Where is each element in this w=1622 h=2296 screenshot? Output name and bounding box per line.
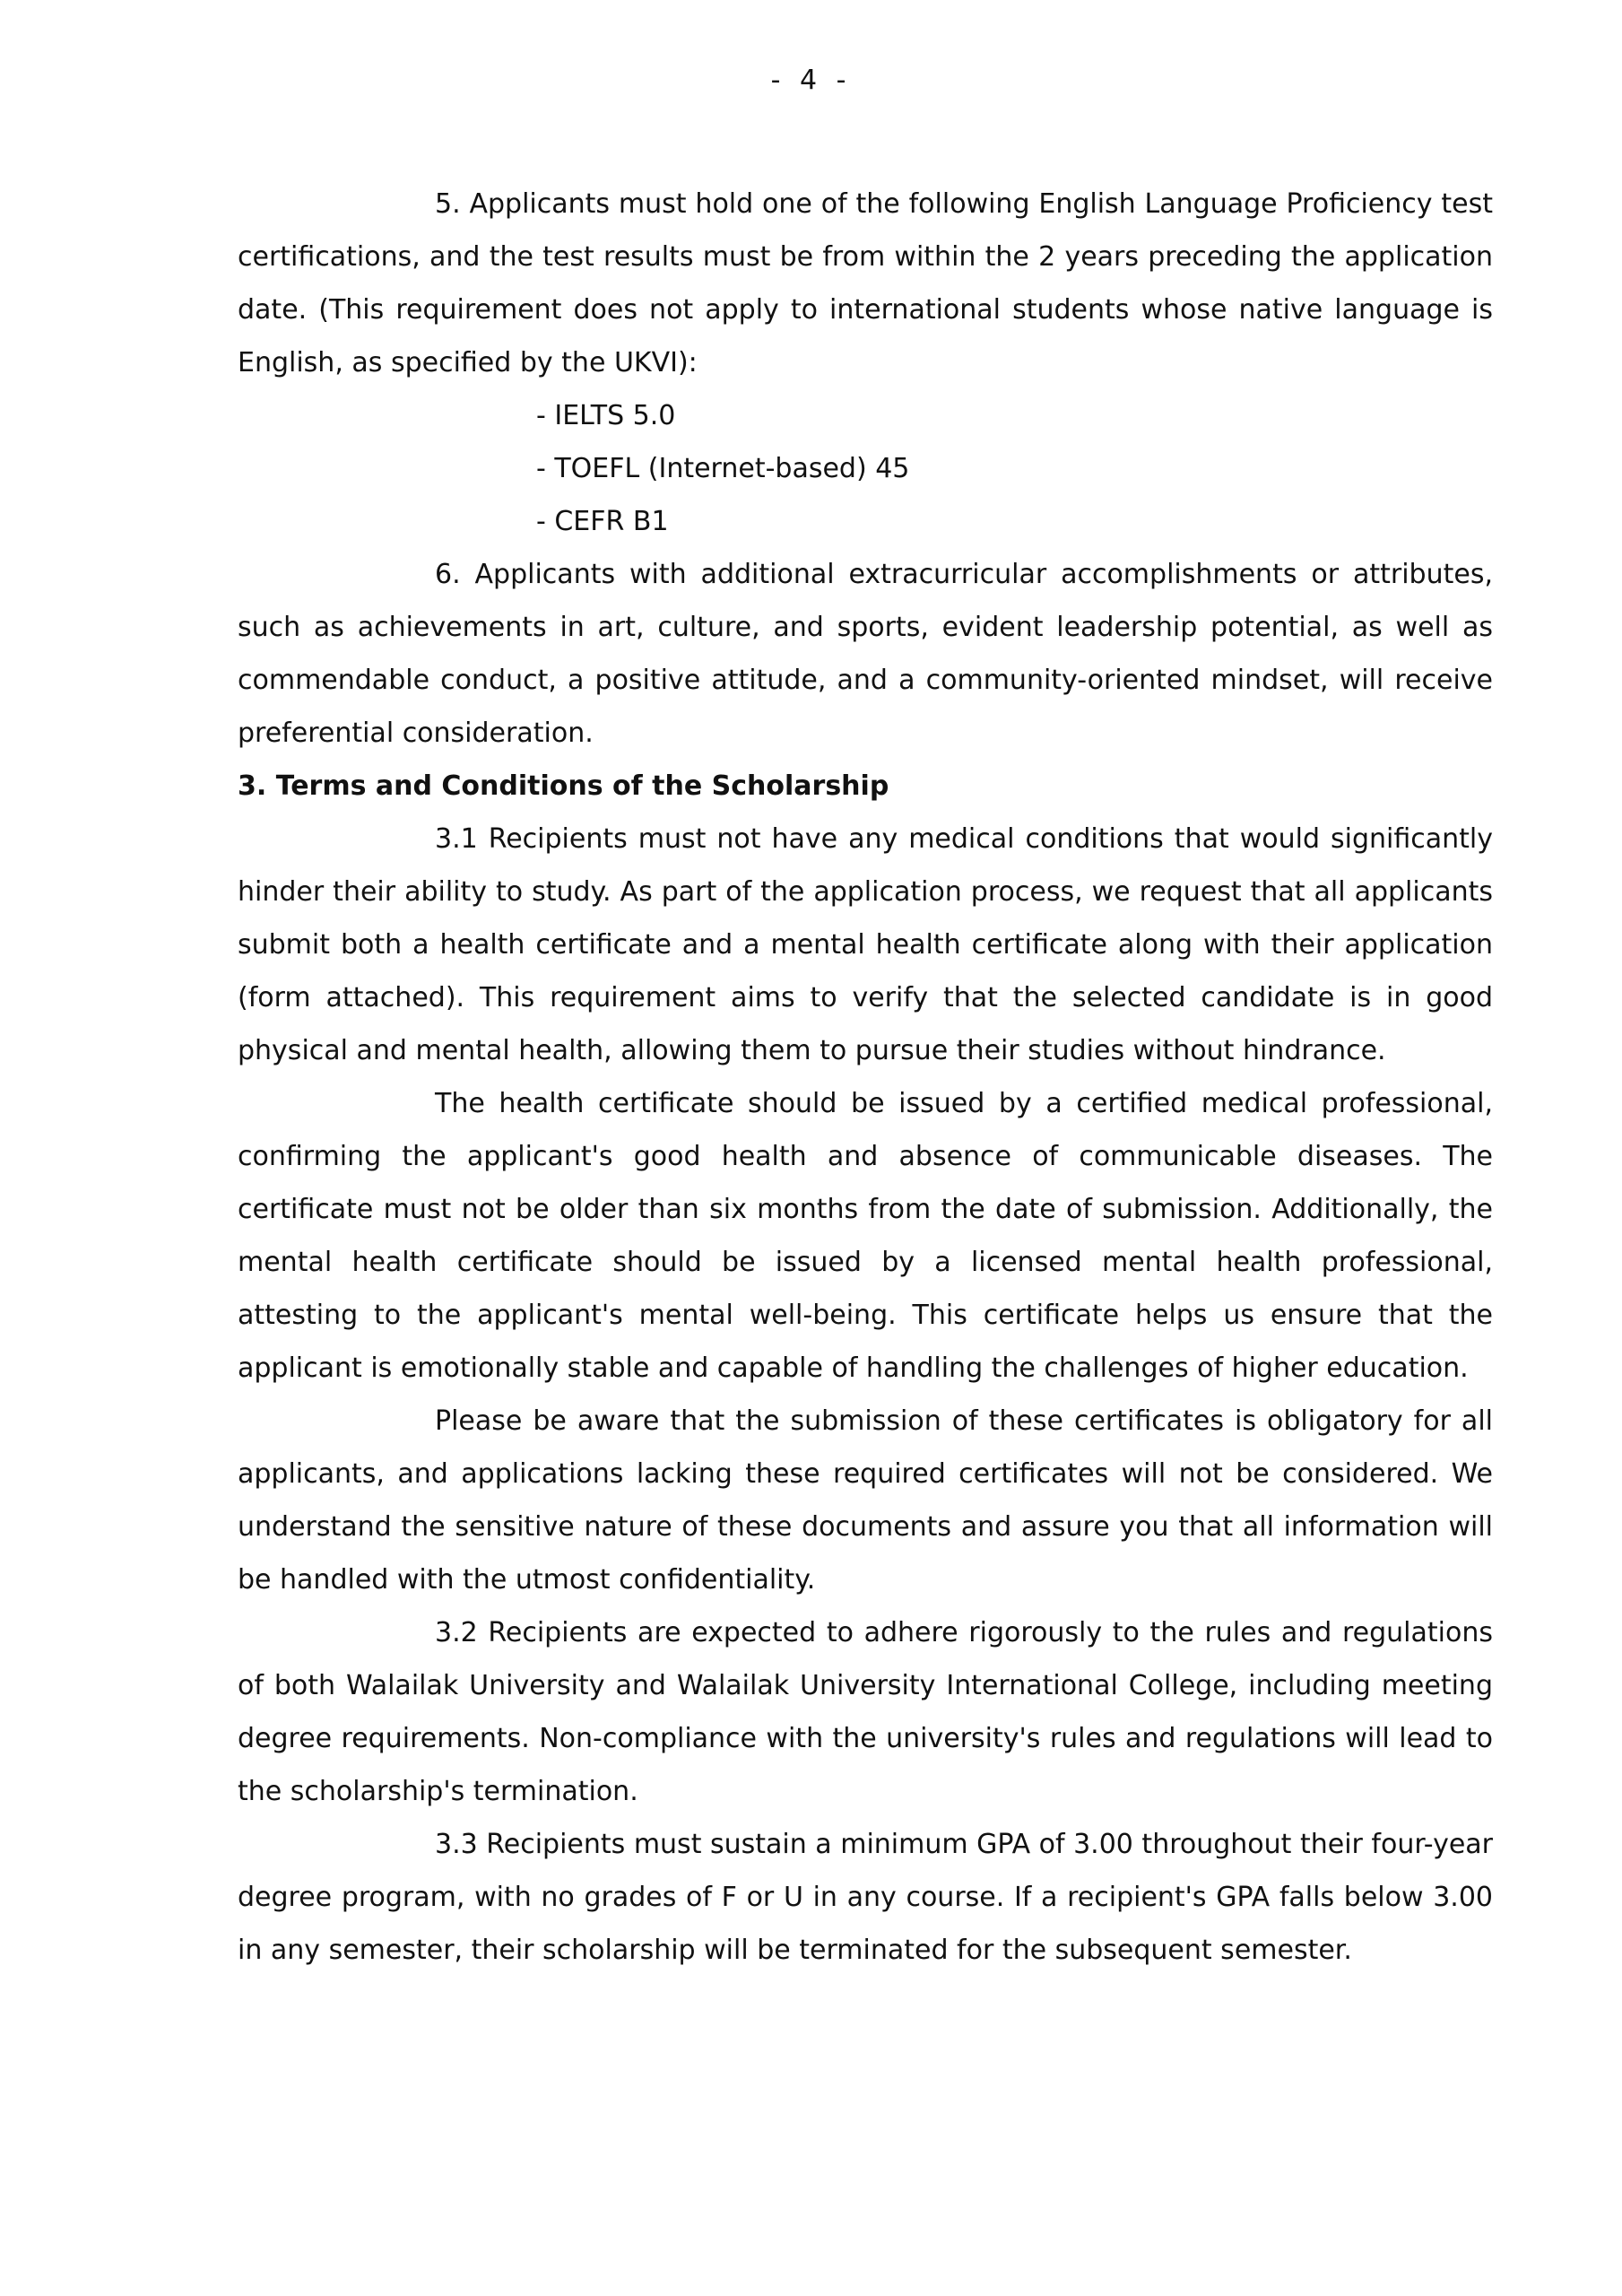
requirement-6-paragraph: 6. Applicants with additional extracurricular accomplishments or attributes, such as achievements in art, culture, and sports, evident leadership potential, as well as commendable conduct, a positive attitude, and a community-oriented mindset, will receive preferential consideration. (238, 559, 1493, 749)
english-test-item: - TOEFL (Internet-based) 45 (536, 453, 910, 484)
section-heading: 3. Terms and Conditions of the Scholarship (238, 770, 889, 802)
clause-3-3-paragraph: 3.3 Recipients must sustain a minimum GPA of 3.00 throughout their four-year degree program, with no grades of F or U in any course. If a recipient's GPA falls below 3.00 in any semester, their scholarship will be terminated for the subsequent semester. (238, 1829, 1493, 1966)
document-body (238, 178, 1493, 1977)
clause-3-2-paragraph: 3.2 Recipients are expected to adhere rigorously to the rules and regulations of both Walailak University and Walailak University International College, including meeting degree requirements. Non-compliance with the university's rules and regulations will lead to the scholarship's termination. (238, 1617, 1493, 1807)
page-number: - 4 - (770, 65, 852, 96)
english-test-item: - CEFR B1 (536, 506, 669, 537)
clause-3-1-paragraph: 3.1 Recipients must not have any medical conditions that would significantly hinder their ability to study. As part of the application process, we request that all applicants submit both a health certificate and a mental health certificate along with their application (form attached). This requirement aims to verify that the selected candidate is in good physical and mental health, allowing them to pursue their studies without hindrance. (238, 823, 1493, 1066)
requirement-5-paragraph: 5. Applicants must hold one of the following English Language Proficiency test certifications, and the test results must be from within the 2 years preceding the application date. (This requirement does not apply to international students whose native language is English, as specified by the UKVI): (238, 188, 1493, 378)
submission-notice-paragraph: Please be aware that the submission of these certificates is obligatory for all applicants, and applications lacking these required certificates will not be considered. We understand the sensitive nature of these documents and assure you that all information will be handled with the utmost confidentiality. (238, 1405, 1493, 1596)
english-test-item: - IELTS 5.0 (536, 400, 676, 431)
health-certificate-paragraph: The health certificate should be issued by a certified medical professional, confirming the applicant's good health and absence of communicable diseases. The certificate must not be older than six months from the date of submission. Additionally, the mental health certificate should be issued by a licensed mental health professional, attesting to the applicant's mental well-being. This certificate helps us ensure that the applicant is emotionally stable and capable of handling the challenges of higher education. (238, 1088, 1493, 1384)
